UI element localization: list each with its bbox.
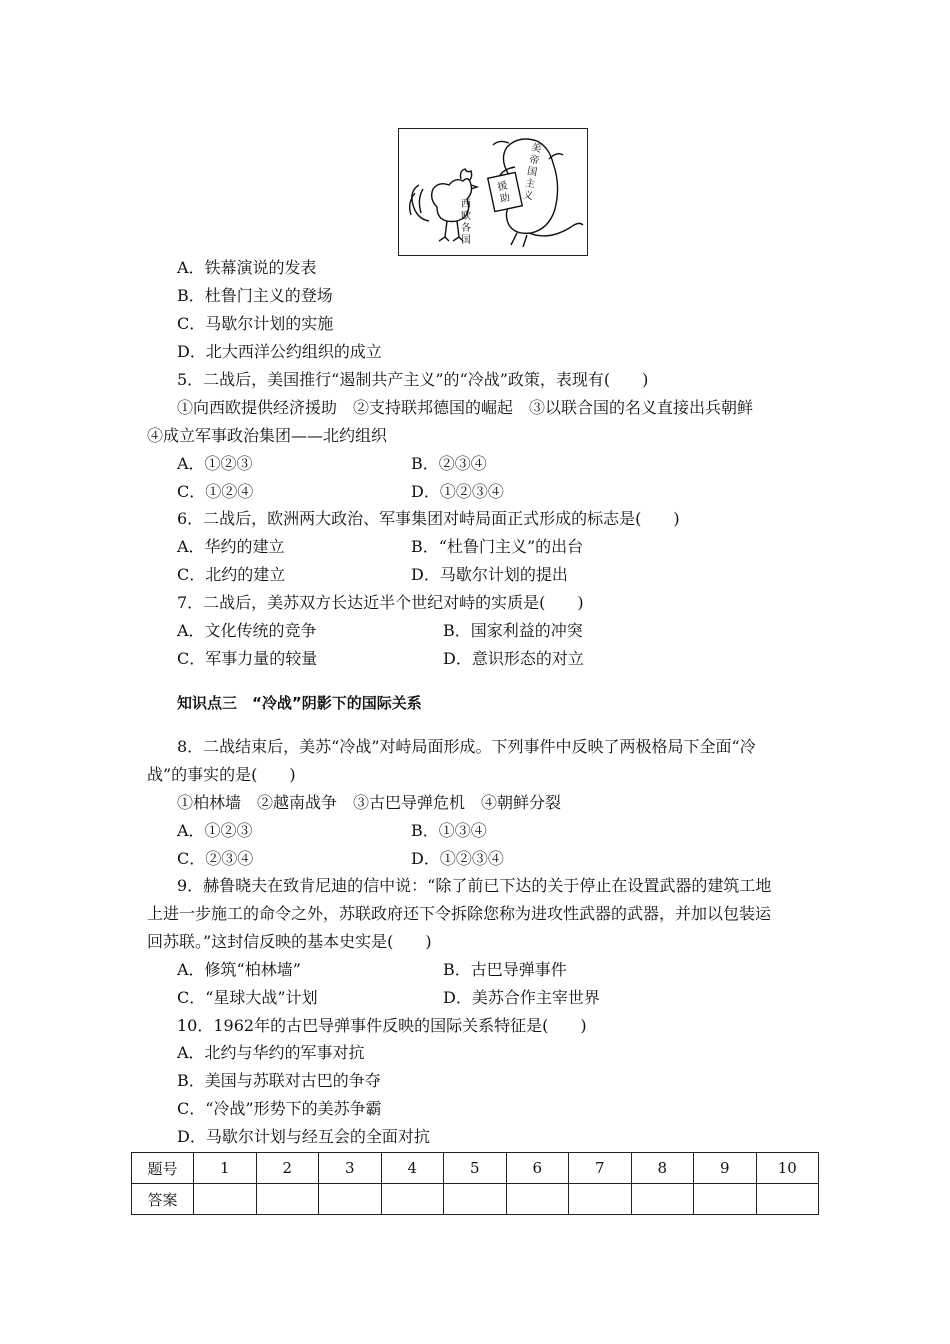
bag-label: 援助 xyxy=(496,180,512,206)
q10-stem: 10．1962年的古巴导弹事件反映的国际关系特征是( ) xyxy=(177,1016,587,1035)
q5-items-line2: ④成立军事政治集团——北约组织 xyxy=(147,426,388,445)
q10-option-a: A．北约与华约的军事对抗 xyxy=(177,1043,365,1062)
q5-option-a: A．①②③ xyxy=(177,454,253,473)
q8-option-d: D．①②③④ xyxy=(411,849,504,868)
q9-option-b: B．古巴导弹事件 xyxy=(443,960,567,979)
answer-cell[interactable] xyxy=(444,1184,507,1215)
q9-stem-line2: 上进一步施工的命令之外，苏联政府还下令拆除您称为进攻性武器的武器，并加以包装运 xyxy=(147,904,772,923)
question-number-cell: 4 xyxy=(381,1153,444,1184)
answer-cell[interactable] xyxy=(194,1184,257,1215)
q8-stem-line1: 8．二战结束后，美苏“冷战”对峙局面形成。下列事件中反映了两极格局下全面“冷 xyxy=(177,737,756,756)
q6-stem: 6．二战后，欧洲两大政治、军事集团对峙局面正式形成的标志是( ) xyxy=(177,509,680,528)
q8-option-a: A．①②③ xyxy=(177,821,253,840)
q7-stem: 7．二战后，美苏双方长达近半个世纪对峙的实质是( ) xyxy=(177,593,584,612)
q4-option-b: B．杜鲁门主义的登场 xyxy=(177,286,333,305)
section-heading: 知识点三 “冷战”阴影下的国际关系 xyxy=(177,694,422,712)
cartoon-drawing xyxy=(399,129,587,255)
cartoon-illustration xyxy=(398,128,588,256)
q9-option-c: C．“星球大战”计划 xyxy=(177,988,318,1007)
question-number-cell: 9 xyxy=(694,1153,757,1184)
question-number-cell: 8 xyxy=(631,1153,694,1184)
answer-table-number-row xyxy=(132,1153,819,1184)
question-number-cell: 6 xyxy=(506,1153,569,1184)
q4-option-d: D．北大西洋公约组织的成立 xyxy=(177,342,382,361)
table-header-answer: 答案 xyxy=(132,1184,194,1215)
q7-option-b: B．国家利益的冲突 xyxy=(443,621,583,640)
answer-table xyxy=(131,1152,819,1215)
rooster-label: 西欧各国 xyxy=(461,199,471,246)
q7-option-c: C．军事力量的较量 xyxy=(177,649,318,668)
q6-option-c: C．北约的建立 xyxy=(177,565,286,584)
q4-option-c: C．马歇尔计划的实施 xyxy=(177,314,334,333)
q10-option-b: B．美国与苏联对古巴的争夺 xyxy=(177,1071,381,1090)
question-number-cell: 10 xyxy=(756,1153,819,1184)
answer-table-answer-row xyxy=(132,1184,819,1215)
q5-option-b: B．②③④ xyxy=(411,454,487,473)
answer-cell[interactable] xyxy=(506,1184,569,1215)
answer-cell[interactable] xyxy=(694,1184,757,1215)
answer-cell[interactable] xyxy=(569,1184,632,1215)
question-number-cell: 3 xyxy=(319,1153,382,1184)
q9-stem-line1: 9．赫鲁晓夫在致肯尼迪的信中说：“除了前已下达的关于停止在设置武器的建筑工地 xyxy=(177,876,772,895)
question-number-cell: 5 xyxy=(444,1153,507,1184)
q10-option-c: C．“冷战”形势下的美苏争霸 xyxy=(177,1099,382,1118)
q8-items: ①柏林墙 ②越南战争 ③古巴导弹危机 ④朝鲜分裂 xyxy=(177,793,562,812)
answer-cell[interactable] xyxy=(756,1184,819,1215)
question-number-cell: 2 xyxy=(256,1153,319,1184)
question-number-cell: 7 xyxy=(569,1153,632,1184)
rat-label: 美帝国主义 xyxy=(522,142,543,203)
answer-cell[interactable] xyxy=(381,1184,444,1215)
q9-stem-line3: 回苏联。”这封信反映的基本史实是( ) xyxy=(147,932,432,951)
q9-option-a: A．修筑“柏林墙” xyxy=(177,960,301,979)
q6-option-a: A．华约的建立 xyxy=(177,537,285,556)
table-header-number: 题号 xyxy=(132,1153,194,1184)
question-number-cell: 1 xyxy=(194,1153,257,1184)
q4-option-a: A．铁幕演说的发表 xyxy=(177,258,317,277)
q6-option-b: B．“杜鲁门主义”的出台 xyxy=(411,537,584,556)
answer-cell[interactable] xyxy=(631,1184,694,1215)
q8-stem-line2: 战”的事实的是( ) xyxy=(147,765,296,784)
q10-option-d: D．马歇尔计划与经互会的全面对抗 xyxy=(177,1127,430,1146)
q5-items-line1: ①向西欧提供经济援助 ②支持联邦德国的崛起 ③以联合国的名义直接出兵朝鲜 xyxy=(177,398,754,417)
answer-cell[interactable] xyxy=(319,1184,382,1215)
q9-option-d: D．美苏合作主宰世界 xyxy=(443,988,600,1007)
q5-option-d: D．①②③④ xyxy=(411,482,504,501)
answer-cell[interactable] xyxy=(256,1184,319,1215)
q8-option-b: B．①③④ xyxy=(411,821,487,840)
q5-stem: 5．二战后，美国推行“遏制共产主义”的“冷战”政策，表现有( ) xyxy=(177,370,649,389)
q6-option-d: D．马歇尔计划的提出 xyxy=(411,565,568,584)
q8-option-c: C．②③④ xyxy=(177,849,254,868)
q7-option-a: A．文化传统的竞争 xyxy=(177,621,317,640)
q7-option-d: D．意识形态的对立 xyxy=(443,649,584,668)
q5-option-c: C．①②④ xyxy=(177,482,254,501)
